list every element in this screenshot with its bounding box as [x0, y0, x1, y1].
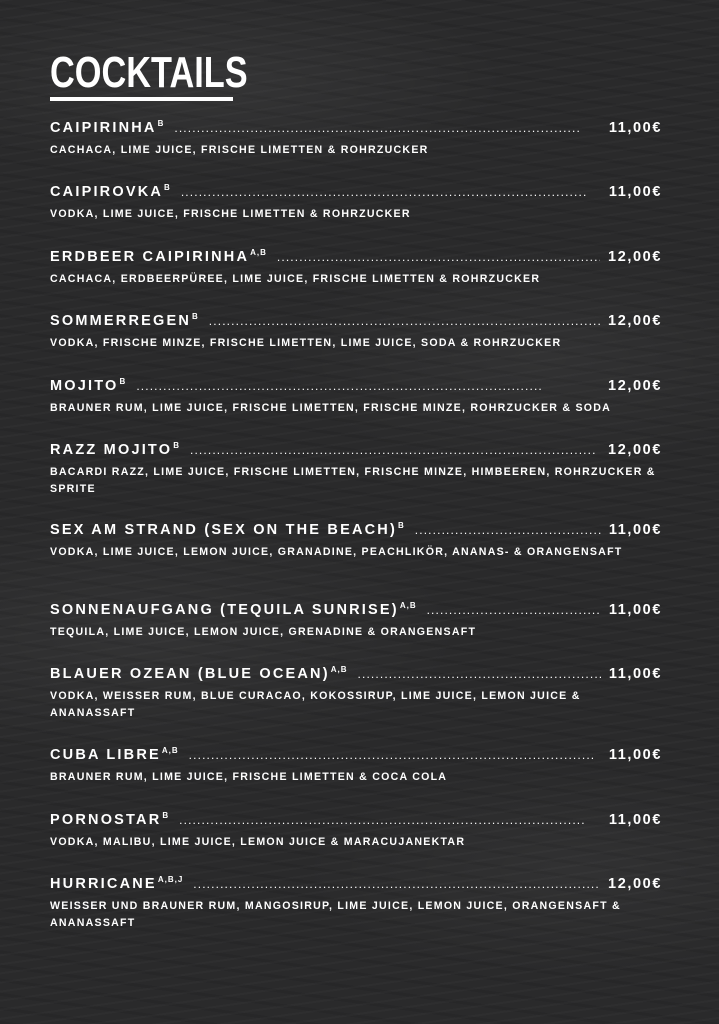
page-title: COCKTAILS — [50, 48, 248, 97]
item-description: VODKA, FRISCHE MINZE, FRISCHE LIMETTEN, LIME JUICE, SODA & ROHRZUCKER — [50, 337, 562, 349]
menu-item-row — [50, 521, 662, 541]
menu-item-row — [50, 601, 662, 621]
item-description: TEQUILA, LIME JUICE, LEMON JUICE, GRENADINE & ORANGENSAFT — [50, 626, 477, 638]
menu-item-row — [50, 312, 662, 332]
item-description: VODKA, WEISSER RUM, BLUE CURACAO, KOKOSSIRUP, LIME JUICE, LEMON JUICE & ANANASSAFT — [50, 690, 581, 719]
item-description: VODKA, LIME JUICE, LEMON JUICE, GRANADINE, PEACHLIKÖR, ANANAS- & ORANGENSAFT — [50, 546, 623, 558]
item-description: BRAUNER RUM, LIME JUICE, FRISCHE LIMETTEN & COCA COLA — [50, 771, 448, 783]
item-price: 11,00€ — [608, 184, 662, 200]
menu-item — [50, 119, 662, 159]
item-description: CACHACA, ERDBEERPÜREE, LIME JUICE, FRISCHE LIMETTEN & ROHRZUCKER — [50, 273, 541, 285]
item-description: BRAUNER RUM, LIME JUICE, FRISCHE LIMETTEN, FRISCHE MINZE, ROHRZUCKER & SODA — [50, 402, 612, 414]
item-price: 11,00€ — [608, 602, 662, 618]
item-price: 11,00€ — [608, 812, 662, 828]
item-name: $HURRICANE^{A,B,J}$ — [50, 875, 184, 892]
menu-item — [50, 521, 662, 561]
allergen-note: B — [162, 811, 170, 820]
menu-item-row — [50, 746, 662, 766]
menu-item-row — [50, 248, 662, 268]
item-price: 12,00€ — [608, 442, 662, 458]
menu-item-row — [50, 377, 662, 397]
dot-leader — [209, 314, 600, 328]
dot-leader — [427, 603, 601, 617]
dot-leader — [193, 877, 600, 891]
allergen-note: A,B — [161, 746, 179, 755]
allergen-note: B — [398, 521, 405, 530]
dot-leader — [181, 185, 601, 199]
item-name: $CAIPIRINHA^B$ — [50, 119, 165, 136]
item-price: 11,00€ — [608, 522, 662, 538]
item-description: VODKA, LIME JUICE, FRISCHE LIMETTEN & ROHRZUCKER — [50, 208, 411, 220]
menu-item — [50, 811, 662, 851]
menu-item-row — [50, 875, 662, 895]
menu-item — [50, 746, 662, 786]
item-price: 12,00€ — [608, 249, 662, 265]
menu-item — [50, 875, 662, 932]
dot-leader — [189, 748, 601, 762]
menu-item-row — [50, 183, 662, 203]
allergen-note: B — [192, 312, 199, 321]
item-description: BACARDI RAZZ, LIME JUICE, FRISCHE LIMETTEN, FRISCHE MINZE, HIMBEEREN, ROHRZUCKER & SPRITE — [50, 466, 656, 495]
menu-item — [50, 312, 662, 352]
item-name: SEX AM STRAND (SEX ON THE BEACH)$^B$ — [50, 521, 405, 538]
item-price: 11,00€ — [608, 120, 662, 136]
menu-item — [50, 665, 662, 722]
item-name: $MOJITO^B$ — [50, 377, 127, 394]
item-price: 12,00€ — [608, 313, 662, 329]
item-name: $PORNOSTAR^B$ — [50, 811, 170, 828]
item-description: WEISSER UND BRAUNER RUM, MANGOSIRUP, LIME JUICE, LEMON JUICE, ORANGENSAFT & ANANASSAFT — [50, 900, 621, 929]
item-price: 11,00€ — [608, 747, 662, 763]
allergen-note: A,B,J — [157, 875, 184, 884]
item-price: 11,00€ — [608, 666, 662, 682]
dot-leader — [277, 250, 600, 264]
menu-item — [50, 183, 662, 223]
allergen-note: A,B — [250, 248, 267, 257]
allergen-note: B — [164, 183, 171, 192]
item-name: SONNENAUFGANG (TEQUILA SUNRISE)$^{A,B}$ — [50, 601, 417, 618]
dot-leader — [174, 121, 600, 135]
menu-item-row — [50, 811, 662, 831]
menu-item — [50, 377, 662, 417]
menu-item — [50, 248, 662, 288]
item-description: VODKA, MALIBU, LIME JUICE, LEMON JUICE & MARACUJANEKTAR — [50, 836, 466, 848]
dot-leader — [358, 667, 601, 681]
item-name: $SOMMERREGEN^B$ — [50, 312, 199, 329]
menu-item — [50, 441, 662, 498]
menu-item-row — [50, 665, 662, 685]
item-name: ERDBEER $CAIPIRINHA^{A,B}$ — [50, 248, 267, 265]
menu-item-row — [50, 441, 662, 461]
dot-leader — [415, 523, 601, 537]
dot-leader — [190, 443, 600, 457]
allergen-note: A,B — [330, 665, 348, 674]
item-description: CACHACA, LIME JUICE, FRISCHE LIMETTEN & ROHRZUCKER — [50, 144, 429, 156]
dot-leader — [136, 379, 600, 393]
allergen-note: B — [173, 441, 180, 450]
item-price: 12,00€ — [608, 378, 662, 394]
item-price: 12,00€ — [608, 876, 662, 892]
title-underline — [50, 97, 233, 101]
allergen-note: B — [119, 377, 127, 386]
dot-leader — [179, 813, 601, 827]
item-name: $CAIPIROVKA^B$ — [50, 183, 171, 200]
menu-item — [50, 601, 662, 641]
menu-item-row — [50, 119, 662, 139]
item-name: BLAUER OZEAN (BLUE OCEAN)$^{A,B}$ — [50, 665, 348, 682]
item-name: RAZZ $MOJITO^B$ — [50, 441, 180, 458]
allergen-note: A,B — [399, 601, 417, 610]
allergen-note: B — [157, 119, 165, 128]
item-name: CUBA $LIBRE^{A,B}$ — [50, 746, 179, 763]
